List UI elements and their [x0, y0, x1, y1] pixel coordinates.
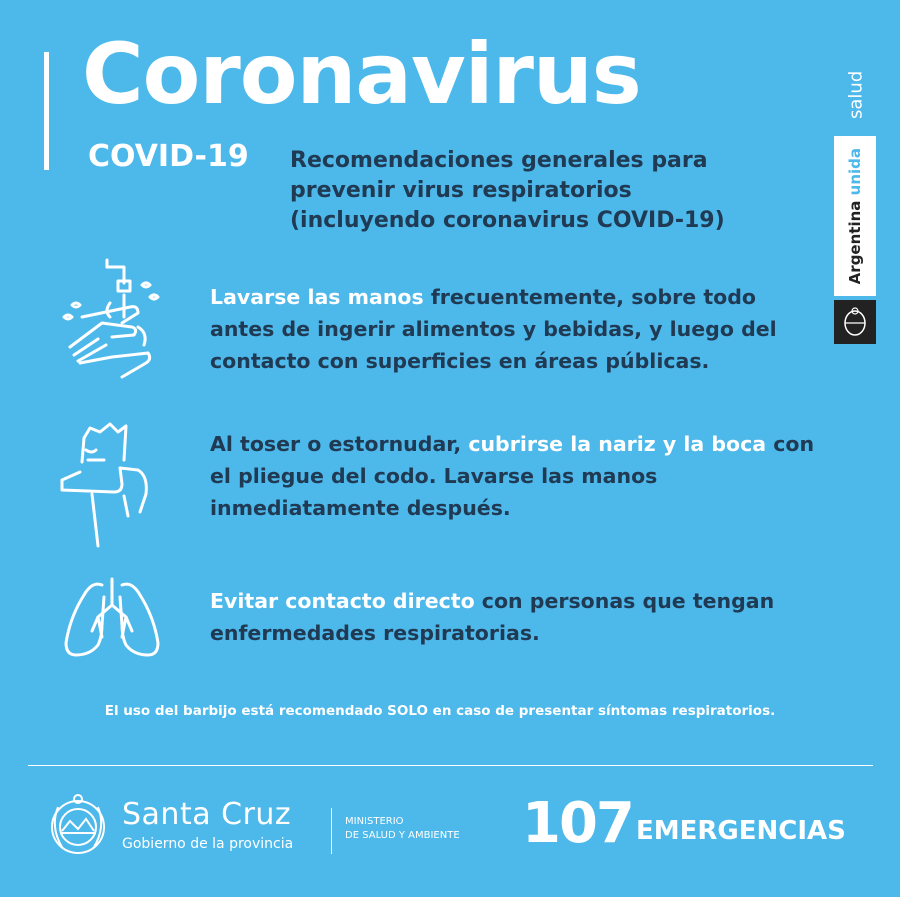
- recommendation-contact: [210, 585, 820, 649]
- footer-separator: [331, 808, 332, 854]
- page-subtitle: [290, 146, 810, 236]
- footer-divider: [28, 765, 873, 766]
- mask-note: El uso del barbijo está recomendado SOLO en caso de presentar síntomas respiratorios.: [104, 703, 776, 719]
- subtitle-line: (incluyendo coronavirus COVID-19): [290, 208, 725, 233]
- cough-elbow-icon: [52, 420, 162, 554]
- ministry-line: MINISTERIO: [345, 816, 404, 827]
- page-title: Coronavirus: [82, 25, 641, 123]
- recommendation-prefix: Al toser o estornudar,: [210, 432, 469, 456]
- national-shield-icon: [834, 300, 876, 344]
- province-name: Santa Cruz: [122, 797, 292, 832]
- ministry-line: DE SALUD Y AMBIENTE: [345, 830, 460, 841]
- subtitle-line: Recomendaciones generales para: [290, 148, 708, 173]
- recommendation-text: con el pliegue del codo. Lavarse las manos inmediatamente después.: [210, 432, 815, 520]
- title-accent-bar: [44, 52, 49, 170]
- government-label: Gobierno de la provincia: [122, 836, 294, 852]
- recommendation-text: con personas que tengan enfermedades respiratorias.: [210, 589, 775, 645]
- santa-cruz-seal-icon: [48, 793, 108, 865]
- recommendation-highlight: Evitar contacto directo: [210, 589, 475, 613]
- recommendation-handwashing: [210, 281, 820, 377]
- recommendation-highlight: cubrirse la nariz y la boca: [468, 432, 767, 456]
- emergency-label: EMERGENCIAS: [636, 816, 846, 846]
- handwashing-icon: [52, 255, 162, 389]
- recommendation-text: frecuentemente, sobre todo antes de ingerir alimentos y bebidas, y luego del contacto con superficies en áreas públicas.: [210, 285, 777, 373]
- argentina-unida-logo: [834, 136, 876, 296]
- argentina-unida-text: [846, 148, 864, 284]
- recommendation-cough: [210, 428, 820, 524]
- emergency-number: 107: [522, 791, 633, 856]
- subtitle-line: prevenir virus respiratorios: [290, 178, 632, 203]
- ministry-label: [345, 815, 460, 843]
- unida-word: unida: [846, 147, 864, 196]
- covid-label: COVID-19: [88, 139, 249, 174]
- lungs-icon: [62, 575, 162, 664]
- side-salud-label: salud: [845, 70, 867, 120]
- recommendation-highlight: Lavarse las manos: [210, 285, 424, 309]
- argentina-word: Argentina: [846, 200, 864, 285]
